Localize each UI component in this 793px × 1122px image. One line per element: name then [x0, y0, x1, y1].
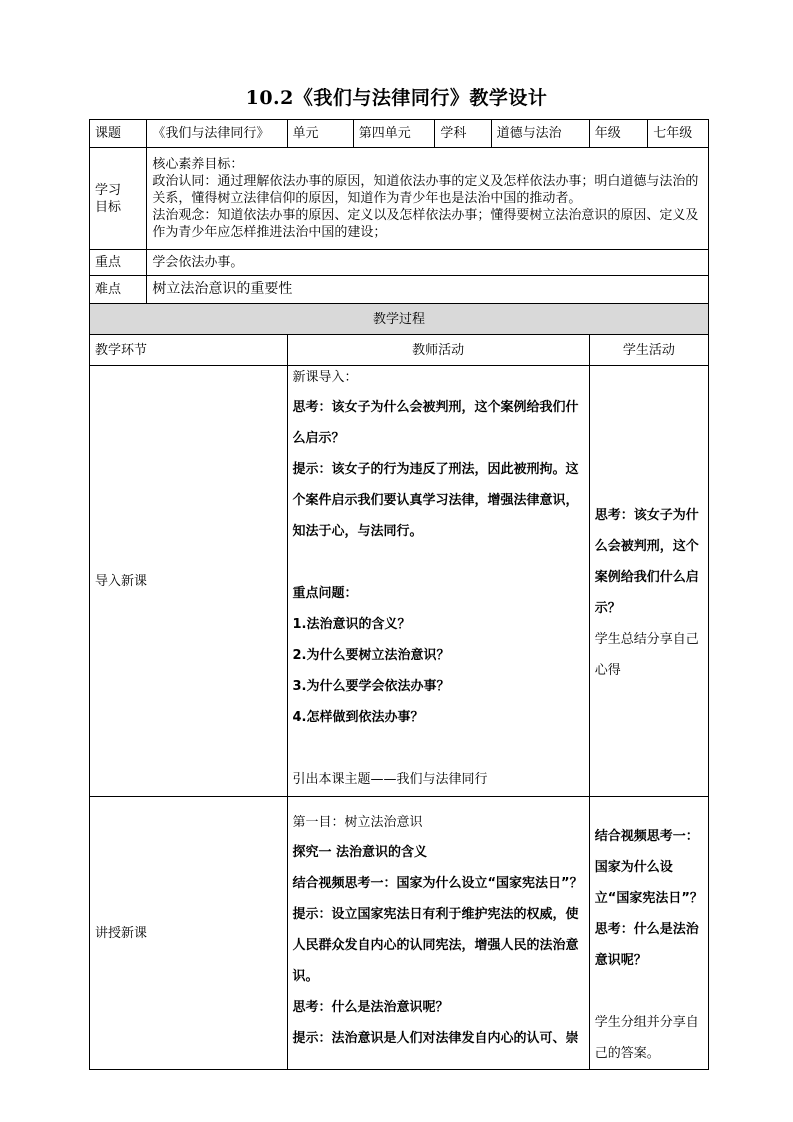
key-point-value: 学会依法办事。	[147, 250, 709, 276]
page-title: 10.2《我们与法律同行》教学设计	[245, 87, 548, 109]
teach-teacher-activity	[287, 797, 589, 1070]
intro-teacher-t5: 引出本课主题——我们与法律同行	[292, 771, 488, 787]
teach-teacher-t2: 探究一 法治意识的含义	[292, 844, 428, 860]
intro-question-1: 1.法治意识的含义？	[292, 616, 411, 632]
grade-label: 年级	[589, 120, 647, 148]
process-title: 教学过程	[90, 304, 709, 335]
goals-line-2: 政治认同：通过理解依法办事的原因，知道依法办事的定义及怎样依法办事；明白道德与法治的关系，懂得树立法律信仰的原因，知道作为青少年也是法治中国的推动者。	[152, 174, 699, 206]
difficulty-value: 树立法治意识的重要性	[147, 276, 709, 304]
teach-teacher-t1: 第一目：树立法治意识	[292, 814, 423, 830]
goals-row	[90, 148, 709, 250]
teach-teacher-t5: 思考：什么是法治意识呢？	[292, 999, 449, 1015]
intro-question-4: 4.怎样做到依法办事？	[292, 709, 424, 725]
intro-student-s2: 学生总结分享自己心得	[594, 632, 699, 678]
teach-student-spacer	[595, 797, 703, 821]
intro-teacher-t3: 提示：该女子的行为违反了刑法，因此被刑拘。这个案件启示我们要认真学习法律，增强法律意识，知法于心，与法同行。	[292, 461, 579, 539]
difficulty-label: 难点	[90, 276, 147, 304]
goals-label	[90, 148, 147, 250]
intro-student-activity	[589, 366, 708, 797]
header-row	[90, 120, 709, 148]
intro-stage: 导入新课	[90, 366, 288, 797]
goals-label-line1: 学习	[95, 182, 122, 198]
teach-teacher-t3: 结合视频思考一：国家为什么设立“国家宪法日”？	[292, 875, 583, 891]
col-student-header: 学生活动	[589, 335, 708, 366]
teach-student-spacer-2	[595, 976, 703, 1007]
grade-value: 七年级	[648, 120, 709, 148]
intro-teacher-spacer-2	[293, 733, 584, 764]
process-columns-row	[90, 335, 709, 366]
intro-student-s1: 思考：该女子为什么会被判刑，这个案例给我们什么启示？	[594, 508, 699, 616]
lesson-plan-table	[89, 119, 709, 1070]
intro-teacher-t4: 重点问题：	[292, 585, 358, 601]
key-point-label: 重点	[90, 250, 147, 276]
teach-student-s1: 结合视频思考一：国家为什么设立“国家宪法日”？	[594, 829, 703, 906]
teach-row	[90, 797, 709, 1070]
intro-teacher-spacer	[293, 547, 584, 578]
unit-value: 第四单元	[353, 120, 435, 148]
col-teacher-header: 教师活动	[287, 335, 589, 366]
teach-student-s3: 学生分组并分享自己的答案。	[594, 1015, 699, 1061]
intro-teacher-t1: 新课导入：	[292, 369, 358, 385]
teach-student-activity	[589, 797, 708, 1070]
col-stage-header: 教学环节	[90, 335, 288, 366]
teach-teacher-t6: 提示：法治意识是人们对法律发自内心的认可、崇	[292, 1030, 579, 1046]
intro-row	[90, 366, 709, 797]
course-value: 《我们与法律同行》	[147, 120, 287, 148]
goals-line-1: 核心素养目标：	[152, 157, 244, 172]
intro-question-2: 2.为什么要树立法治意识？	[292, 647, 450, 663]
subject-label: 学科	[435, 120, 491, 148]
unit-label: 单元	[287, 120, 353, 148]
goals-content	[147, 148, 709, 250]
difficulty-row	[90, 276, 709, 304]
key-point-row	[90, 250, 709, 276]
intro-student-spacer	[595, 476, 703, 500]
teach-stage: 讲授新课	[90, 797, 288, 1070]
goals-label-line2: 目标	[95, 199, 122, 215]
teach-teacher-t4: 提示：设立国家宪法日有利于维护宪法的权威，使人民群众发自内心的认同宪法，增强人民的法治意识。	[292, 906, 579, 984]
teach-student-s2: 思考：什么是法治意识呢？	[594, 922, 699, 968]
process-title-row	[90, 304, 709, 335]
goals-line-3: 法治观念：知道依法办事的原因、定义以及怎样依法办事；懂得要树立法治意识的原因、定义及作为青少年应怎样推进法治中国的建设；	[152, 208, 699, 240]
course-label: 课题	[90, 120, 147, 148]
intro-teacher-t2: 思考：该女子为什么会被判刑，这个案例给我们什么启示？	[292, 399, 579, 446]
intro-teacher-activity	[287, 366, 589, 797]
subject-value: 道德与法治	[491, 120, 589, 148]
intro-question-3: 3.为什么要学会依法办事？	[292, 678, 450, 694]
